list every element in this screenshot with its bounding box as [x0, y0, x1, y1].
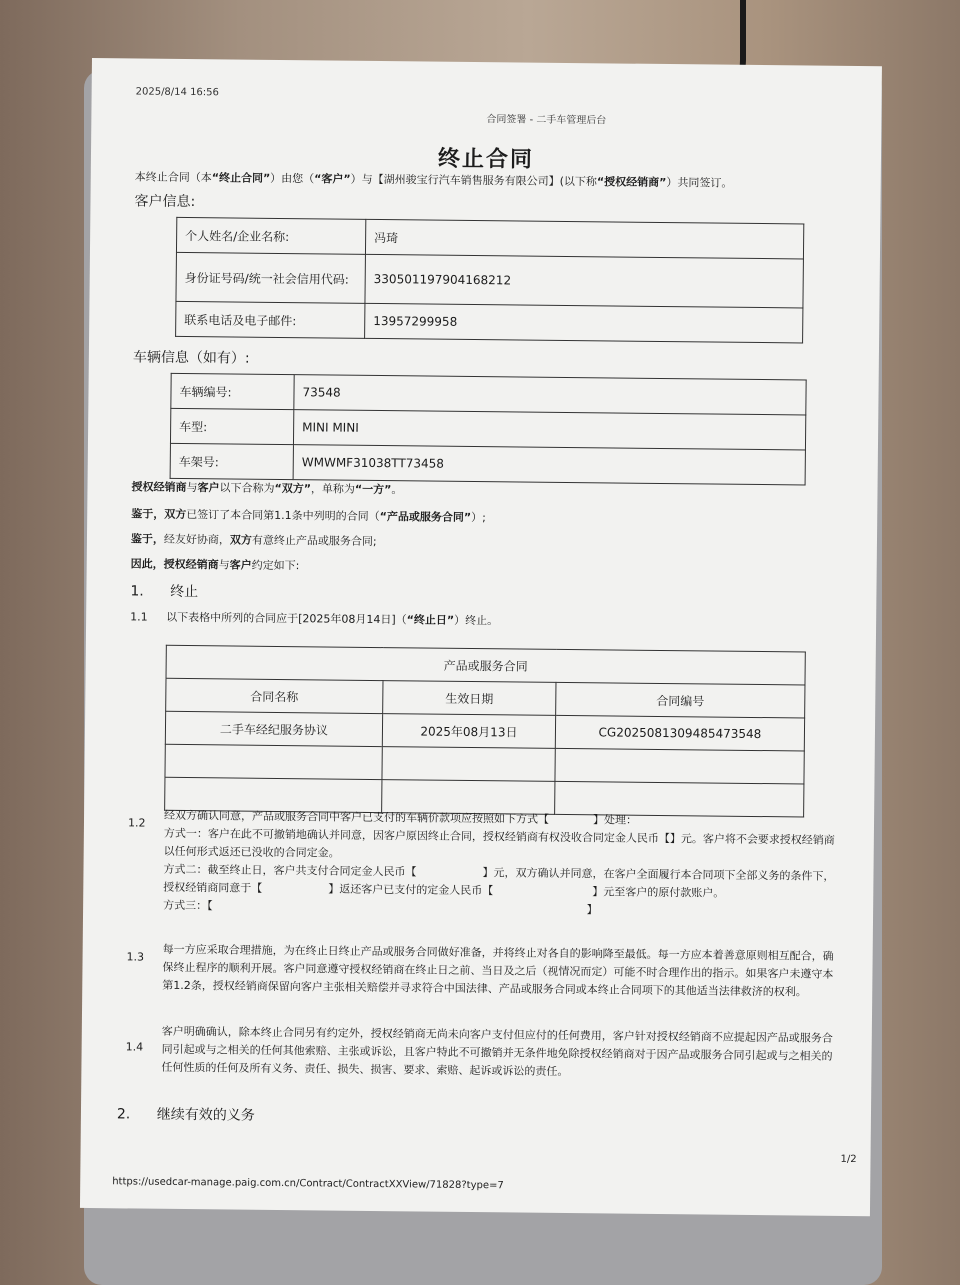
section-2-number: 2. — [116, 1106, 131, 1123]
clause-1-2-intro: 经双方确认同意，产品或服务合同中客户已支付的车辆价款项应按照如下方式【 】处理： — [164, 808, 638, 827]
section-2-heading — [117, 1103, 255, 1124]
clause-1-2-number: 1.2 — [127, 816, 146, 830]
section-1-heading — [130, 580, 198, 601]
vehicle-model-value: MINI MINI — [293, 410, 805, 450]
whereas-clause-1: 鉴于，双方已签订了本合同第1.1条中列明的合同（“产品或服务合同”）; — [131, 507, 486, 525]
table-row — [170, 443, 805, 485]
print-url: https://usedcar-manage.paig.com.cn/Contract/ContractXXView/71828?type=7 — [112, 1176, 504, 1192]
clause-1-4-number: 1.4 — [125, 1040, 144, 1054]
empty-cell — [382, 747, 555, 782]
customer-id-value: 330501197904168212 — [365, 254, 803, 308]
clause-1-3-number: 1.3 — [126, 950, 145, 964]
product-contract-table — [164, 645, 806, 818]
clause-1-3-text: 每一方应采取合理措施，为在终止日终止产品或服务合同做好准备，并将终止对各自的影响降至最低。每一方应本着善意原则相互配合，确保终止程序的顺利开展。客户同意遵守授权经销商在终止日之前、当日及之后（视情况而定）可能不时合理作出的指示。如果客户未遵守本第1.2条，授权经销商保留向客户主张相关赔偿并寻求符合中国法律、产品或服务合同或本终止合同项下的其他适当法律救济的权利。 — [162, 942, 834, 999]
section-1-title: 终止 — [170, 583, 199, 601]
vehicle-number-value: 73548 — [294, 375, 806, 415]
contract-number-cell: CG2025081309485473548 — [555, 715, 804, 751]
parties-clause: 授权经销商与客户以下合称为“双方”，单称为“一方”。 — [131, 480, 403, 497]
clause-1-2-option-1: 方式一：客户在此不可撤销地确认并同意，因客户原因终止合同，授权经销商有权没收合同定金人民币【】元。客户将不会要求授权经销商以任何形式返还已没收的合同定金。 — [163, 826, 835, 860]
clause-1-2-option-2: 方式二：截至终止日，客户共支付合同定金人民币【 】元，双方确认并同意，在客户全面履行本合同项下全部义务的条件下，授权经销商同意于【 】返还客户已支付的定金人民币【 】元至客户的原付款账户。 — [163, 862, 835, 900]
customer-info-table — [175, 217, 804, 344]
section-2-title: 继续有效的义务 — [156, 1106, 255, 1124]
table-row — [176, 301, 803, 343]
clause-1-1-number: 1.1 — [130, 610, 148, 624]
section-1-number: 1. — [130, 583, 144, 600]
vehicle-model-label: 车型: — [170, 408, 293, 444]
table-row — [176, 252, 803, 308]
empty-cell — [165, 744, 382, 779]
contract-name-cell: 二手车经纪服务协议 — [165, 711, 382, 746]
document-title: 终止合同 — [437, 146, 535, 173]
intro-paragraph: 本终止合同（本“终止合同”）由您（“客户”）与【湖州骏宝行汽车销售服务有限公司】(以下称“授权经销商”）共同签订。 — [134, 170, 733, 190]
customer-contact-value: 13957299958 — [365, 303, 803, 343]
customer-name-label: 个人姓名/企业名称: — [176, 217, 365, 254]
vehicle-vin-label: 车架号: — [170, 443, 293, 479]
vehicle-info-heading: 车辆信息（如有）: — [132, 349, 250, 367]
vehicle-vin-value: WMWMF31038TT73458 — [293, 445, 805, 485]
customer-contact-label: 联系电话及电子邮件: — [176, 301, 365, 338]
customer-id-label: 身份证号码/统一社会信用代码: — [176, 252, 366, 303]
clause-1-4-text: 客户明确确认，除本终止合同另有约定外，授权经销商无尚未向客户支付但应付的任何费用，客户针对授权经销商不应提起因产品或服务合同引起或与之相关的任何其他索赔、主张或诉讼，且客户特此不可撤销并无条件地免除授权经销商对于因产品或服务合同引起或与之相关的任何性质的任何及所有义务、责任、损失、损害、要求、索赔、起诉或诉讼的责任。 — [161, 1024, 833, 1079]
page-number: 1/2 — [840, 1153, 857, 1166]
column-header-effective-date: 生效日期 — [383, 681, 556, 716]
column-header-contract-name: 合同名称 — [166, 678, 383, 713]
customer-name-value: 冯琦 — [365, 219, 803, 259]
therefore-clause: 因此，授权经销商与客户约定如下: — [130, 557, 300, 573]
clause-1-2-text — [163, 807, 844, 922]
column-header-contract-number: 合同编号 — [556, 682, 805, 718]
contract-page — [80, 58, 882, 1216]
vehicle-number-label: 车辆编号: — [171, 373, 294, 409]
customer-info-heading: 客户信息: — [134, 193, 196, 211]
print-header-title: 合同签署 - 二手车管理后台 — [486, 114, 607, 127]
empty-cell — [555, 748, 804, 784]
print-date: 2025/8/14 16:56 — [135, 86, 219, 99]
whereas-clause-2: 鉴于，经友好协商，双方有意终止产品或服务合同; — [130, 532, 377, 549]
vehicle-info-table — [170, 373, 807, 486]
effective-date-cell: 2025年08月13日 — [382, 714, 555, 749]
clause-1-1-text: 以下表格中所列的合同应于[2025年08月14日]（“终止日”）终止。 — [166, 610, 499, 628]
product-table-caption: 产品或服务合同 — [166, 645, 805, 685]
clause-1-2-option-3: 方式三：【 】 — [163, 898, 598, 917]
